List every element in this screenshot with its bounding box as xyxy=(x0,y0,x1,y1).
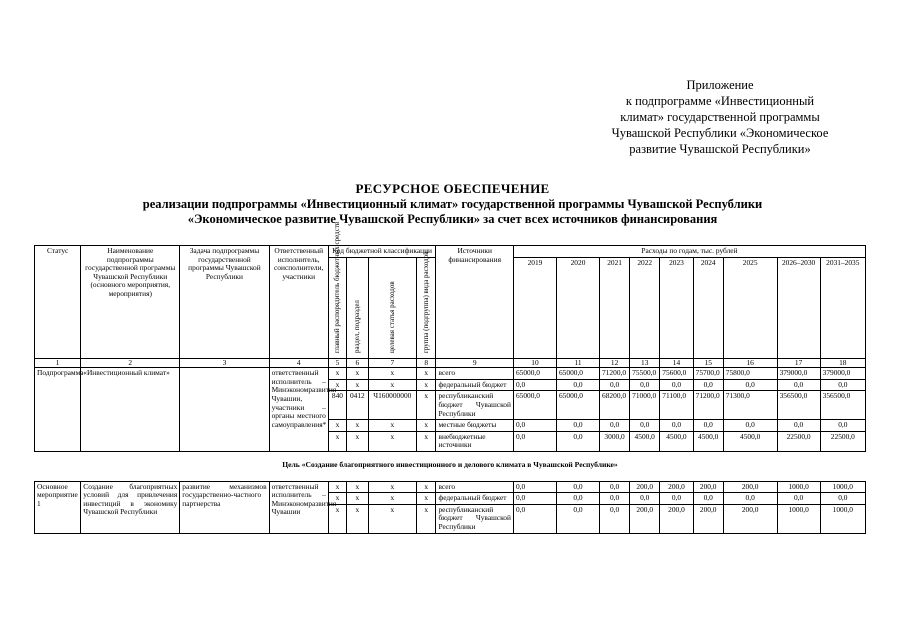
value-cell: 0,0 xyxy=(513,420,556,432)
header-row xyxy=(35,246,866,258)
value-cell: 0,0 xyxy=(513,504,556,533)
col-number: 12 xyxy=(600,358,630,368)
group-cell: x xyxy=(417,481,436,493)
value-cell: 0,0 xyxy=(630,420,660,432)
main-event-name: Создание благоприятных условий для привлечения инвестиций в экономику Чувашской Республики xyxy=(81,481,180,533)
section-cell: x xyxy=(347,368,369,380)
header-year: 2031–2035 xyxy=(820,257,865,358)
section-cell: x xyxy=(347,493,369,505)
document-title xyxy=(40,181,865,227)
header-target: целевая статья расходов xyxy=(388,280,397,353)
value-cell: 0,0 xyxy=(600,504,630,533)
source-cell: республиканский бюджет Чувашской Республики xyxy=(436,391,513,420)
appendix-line: Чувашской Республики «Экономическое xyxy=(611,126,829,140)
value-cell: 65000,0 xyxy=(556,391,599,420)
subprogram-status: Подпрограмма xyxy=(35,368,81,452)
target-cell: x xyxy=(368,431,416,451)
value-cell: 0,0 xyxy=(660,420,693,432)
value-cell: 356500,0 xyxy=(777,391,820,420)
header-year: 2024 xyxy=(693,257,723,358)
group-cell: x xyxy=(417,368,436,380)
resource-table xyxy=(34,221,866,534)
value-cell: 0,0 xyxy=(693,420,723,432)
main-event-task: развитие механизмов государственно-частного партнерства xyxy=(180,481,269,533)
value-cell: 0,0 xyxy=(777,379,820,391)
source-cell: всего xyxy=(436,368,513,380)
value-cell: 200,0 xyxy=(630,504,660,533)
subprogram-task xyxy=(180,368,269,452)
value-cell: 0,0 xyxy=(556,379,599,391)
main-event-status: Основное мероприятие 1 xyxy=(35,481,81,533)
value-cell: 200,0 xyxy=(723,504,777,533)
value-cell: 1000,0 xyxy=(820,504,865,533)
value-cell: 0,0 xyxy=(600,420,630,432)
value-cell: 0,0 xyxy=(513,481,556,493)
header-year: 2022 xyxy=(630,257,660,358)
value-cell: 68200,0 xyxy=(600,391,630,420)
value-cell: 71300,0 xyxy=(723,391,777,420)
value-cell: 75600,0 xyxy=(660,368,693,380)
col-number: 13 xyxy=(630,358,660,368)
col-number: 18 xyxy=(820,358,865,368)
value-cell: 1000,0 xyxy=(777,481,820,493)
col-number: 3 xyxy=(180,358,269,368)
value-cell: 200,0 xyxy=(693,504,723,533)
value-cell: 22500,0 xyxy=(777,431,820,451)
group-cell: x xyxy=(417,391,436,420)
value-cell: 65000,0 xyxy=(513,368,556,380)
group-cell: x xyxy=(417,431,436,451)
target-cell: x xyxy=(368,504,416,533)
group-cell: x xyxy=(417,504,436,533)
value-cell: 0,0 xyxy=(723,420,777,432)
col-number: 7 xyxy=(368,358,416,368)
col-number: 5 xyxy=(328,358,346,368)
header-section-cell xyxy=(347,257,369,358)
col-number: 2 xyxy=(81,358,180,368)
group-cell: x xyxy=(417,379,436,391)
value-cell: 0,0 xyxy=(820,379,865,391)
header-group-cell xyxy=(417,251,436,358)
section-cell: x xyxy=(347,504,369,533)
value-cell: 0,0 xyxy=(777,420,820,432)
value-cell: 0,0 xyxy=(723,379,777,391)
value-cell: 75700,0 xyxy=(693,368,723,380)
appendix-line: развитие Чувашской Республики» xyxy=(629,142,811,156)
value-cell: 0,0 xyxy=(693,379,723,391)
title-line-2: реализации подпрограммы «Инвестиционный климат» государственной программы Чувашской Республики xyxy=(142,197,763,211)
source-cell: всего xyxy=(436,481,513,493)
value-cell: 0,0 xyxy=(660,493,693,505)
header-section: раздел, подраздел xyxy=(353,299,362,353)
col-number: 14 xyxy=(660,358,693,368)
grbs-cell: x xyxy=(328,431,346,451)
value-cell: 0,0 xyxy=(660,379,693,391)
value-cell: 0,0 xyxy=(820,493,865,505)
header-status: Статус xyxy=(35,246,81,359)
appendix-line: к подпрограмме «Инвестиционный xyxy=(625,94,815,108)
column-number-row xyxy=(35,358,866,368)
goal-row xyxy=(35,451,866,481)
value-cell: 0,0 xyxy=(513,379,556,391)
header-year: 2019 xyxy=(513,257,556,358)
source-cell: федеральный бюджет xyxy=(436,379,513,391)
section-cell: x xyxy=(347,431,369,451)
value-cell: 0,0 xyxy=(820,420,865,432)
grbs-cell: 840 xyxy=(328,391,346,420)
table-row xyxy=(35,481,866,493)
value-cell: 0,0 xyxy=(630,493,660,505)
value-cell: 4500,0 xyxy=(660,431,693,451)
value-cell: 0,0 xyxy=(693,493,723,505)
value-cell: 0,0 xyxy=(630,379,660,391)
header-year: 2023 xyxy=(660,257,693,358)
col-number: 6 xyxy=(347,358,369,368)
header-grbs: главный распорядитель бюджетных средств xyxy=(333,221,342,353)
header-grbs-cell xyxy=(328,221,346,358)
value-cell: 75500,0 xyxy=(630,368,660,380)
value-cell: 71100,0 xyxy=(660,391,693,420)
source-cell: внебюджетные источники xyxy=(436,431,513,451)
value-cell: 0,0 xyxy=(556,481,599,493)
value-cell: 200,0 xyxy=(630,481,660,493)
value-cell: 75800,0 xyxy=(723,368,777,380)
title-line-3: «Экономическое развитие Чувашской Республики» за счет всех источников финансирования xyxy=(187,212,718,226)
group-cell: x xyxy=(417,420,436,432)
source-cell: республиканский бюджет Чувашской Республики xyxy=(436,504,513,533)
target-cell: x xyxy=(368,493,416,505)
value-cell: 1000,0 xyxy=(777,504,820,533)
col-number: 16 xyxy=(723,358,777,368)
grbs-cell: x xyxy=(328,481,346,493)
grbs-cell: x xyxy=(328,379,346,391)
target-cell: Ч160000000 xyxy=(368,391,416,420)
col-number: 4 xyxy=(269,358,328,368)
source-cell: федеральный бюджет xyxy=(436,493,513,505)
value-cell: 71000,0 xyxy=(630,391,660,420)
col-number: 10 xyxy=(513,358,556,368)
value-cell: 22500,0 xyxy=(820,431,865,451)
col-number: 11 xyxy=(556,358,599,368)
col-number: 8 xyxy=(417,358,436,368)
col-number: 17 xyxy=(777,358,820,368)
subprogram-responsible: ответственный исполнитель – Минэкономразвития Чувашии, участники – органы местного самоуправления* xyxy=(269,368,328,452)
col-number: 1 xyxy=(35,358,81,368)
appendix-note xyxy=(560,77,880,157)
value-cell: 356500,0 xyxy=(820,391,865,420)
col-number: 15 xyxy=(693,358,723,368)
section-cell: 0412 xyxy=(347,391,369,420)
grbs-cell: x xyxy=(328,504,346,533)
value-cell: 1000,0 xyxy=(820,481,865,493)
value-cell: 71200,0 xyxy=(693,391,723,420)
header-name: Наименование подпрограммы государственной программы Чувашской Республики (основного мероприятия, мероприятия) xyxy=(81,246,180,359)
value-cell: 0,0 xyxy=(600,481,630,493)
header-year: 2026–2030 xyxy=(777,257,820,358)
value-cell: 0,0 xyxy=(556,493,599,505)
header-task: Задача подпрограммы государственной программы Чувашской Республики xyxy=(180,246,269,359)
value-cell: 379000,0 xyxy=(777,368,820,380)
value-cell: 200,0 xyxy=(693,481,723,493)
value-cell: 0,0 xyxy=(513,493,556,505)
header-year: 2021 xyxy=(600,257,630,358)
header-sources: Источники финансирования xyxy=(436,246,513,359)
appendix-line: климат» государственной программы xyxy=(620,110,820,124)
value-cell: 65000,0 xyxy=(513,391,556,420)
value-cell: 200,0 xyxy=(660,481,693,493)
section-cell: x xyxy=(347,420,369,432)
value-cell: 0,0 xyxy=(556,504,599,533)
grbs-cell: x xyxy=(328,368,346,380)
source-cell: местные бюджеты xyxy=(436,420,513,432)
header-year: 2025 xyxy=(723,257,777,358)
value-cell: 0,0 xyxy=(777,493,820,505)
value-cell: 200,0 xyxy=(660,504,693,533)
header-responsible: Ответственный исполнитель, соисполнители, участники xyxy=(269,246,328,359)
target-cell: x xyxy=(368,420,416,432)
col-number: 9 xyxy=(436,358,513,368)
value-cell: 3000,0 xyxy=(600,431,630,451)
table-row xyxy=(35,368,866,380)
goal-text: Цель «Создание благоприятного инвестиционного и делового климата в Чувашской Республике» xyxy=(35,451,866,481)
value-cell: 71200,0 xyxy=(600,368,630,380)
value-cell: 0,0 xyxy=(600,379,630,391)
header-year: 2020 xyxy=(556,257,599,358)
value-cell: 0,0 xyxy=(556,420,599,432)
subprogram-name: «Инвестиционный климат» xyxy=(81,368,180,452)
value-cell: 0,0 xyxy=(513,431,556,451)
target-cell: x xyxy=(368,481,416,493)
value-cell: 379000,0 xyxy=(820,368,865,380)
value-cell: 0,0 xyxy=(723,493,777,505)
grbs-cell: x xyxy=(328,420,346,432)
target-cell: x xyxy=(368,379,416,391)
header-budget-code: Код бюджетной классификации xyxy=(328,246,436,258)
target-cell: x xyxy=(368,368,416,380)
main-event-responsible: ответственный исполнитель – Минэкономразвития Чувашии xyxy=(269,481,328,533)
value-cell: 65000,0 xyxy=(556,368,599,380)
value-cell: 4500,0 xyxy=(693,431,723,451)
value-cell: 0,0 xyxy=(600,493,630,505)
value-cell: 200,0 xyxy=(723,481,777,493)
value-cell: 4500,0 xyxy=(630,431,660,451)
grbs-cell: x xyxy=(328,493,346,505)
header-group: группа (подгруппа) вида расходов xyxy=(422,251,431,353)
title-main: РЕСУРСНОЕ ОБЕСПЕЧЕНИЕ xyxy=(355,181,550,196)
value-cell: 0,0 xyxy=(556,431,599,451)
section-cell: x xyxy=(347,481,369,493)
value-cell: 4500,0 xyxy=(723,431,777,451)
section-cell: x xyxy=(347,379,369,391)
appendix-line: Приложение xyxy=(686,78,754,92)
header-target-cell xyxy=(368,257,416,358)
header-expenses: Расходы по годам, тыс. рублей xyxy=(513,246,865,258)
group-cell: x xyxy=(417,493,436,505)
